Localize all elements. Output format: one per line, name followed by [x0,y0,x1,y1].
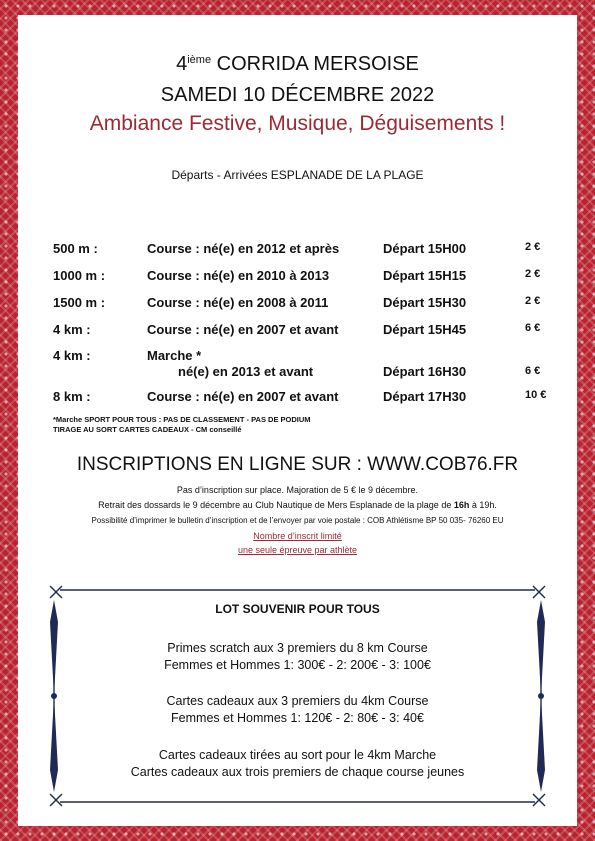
lot-line: Primes scratch aux 3 premiers du 8 km Course [167,641,428,655]
race-distance: 4 km : [53,322,91,337]
race-distance: 500 m : [53,241,98,256]
race-row [18,241,577,271]
inscription-info: Pas d’inscription sur place. Majoration de 5 € le 9 décembre. [176,485,419,495]
race-distance: 1000 m : [53,268,106,283]
race-price: 10 € [525,389,547,401]
event-title [18,52,577,76]
inscription-pickup [18,500,577,510]
note-line: *Marche SPORT POUR TOUS : PAS DE CLASSEMENT - PAS DE PODIUM [53,415,311,424]
inscription-one-event: une seule épreuve par athlète [237,545,358,555]
race-start: Départ 15H45 [383,322,467,337]
pickup-time: 16h [453,500,470,510]
lot-line: Femmes et Hommes 1: 300€ - 2: 200€ - 3: 100€ [164,658,431,672]
inscriptions-heading: INSCRIPTIONS EN LIGNE SUR : WWW.COB76.FR [76,454,519,475]
flyer-page [18,15,577,826]
pickup-text-end: à 19h. [469,500,497,510]
race-course: Course : né(e) en 2007 et avant [147,322,339,337]
inscription-postal: Possibilité d’imprimer le bulletin d’inscription et de l’envoyer par voie postale : COB Athlétisme BP 50 035- 76260 EU [91,516,504,525]
race-notes [53,415,311,435]
lot-line: Cartes cadeaux aux trois premiers de chaque course jeunes [130,765,465,779]
race-distance: 4 km : [53,348,91,363]
race-price: 6 € [525,322,541,334]
lot-line: Femmes et Hommes 1: 120€ - 2: 80€ - 3: 40€ [171,711,424,725]
race-start: Départ 15H15 [383,268,467,283]
pickup-text: Retrait des dossards le 9 décembre au Club Nautique de Mers Esplanade de la plage de [98,500,454,510]
inscription-limit: Nombre d’inscrit limité [253,531,342,541]
race-price: 2 € [525,241,541,253]
race-course: Course : né(e) en 2012 et après [147,241,340,256]
race-row [18,295,577,325]
race-price: 2 € [525,268,541,280]
race-start: Départ 15H30 [383,295,467,310]
race-start: Départ 15H00 [383,241,467,256]
lot-line: Cartes cadeaux tirées au sort pour le 4km Marche [158,748,437,762]
race-course: Marche * [147,348,202,363]
race-distance: 8 km : [53,389,91,404]
race-course-detail: né(e) en 2013 et avant [178,364,314,379]
lot-title: LOT SOUVENIR POUR TOUS [215,602,380,616]
event-name: CORRIDA MERSOISE [211,53,419,75]
race-start: Départ 17H30 [383,389,467,404]
race-price: 2 € [525,295,541,307]
departs-location: Départs - Arrivées ESPLANADE DE LA PLAGE [171,168,424,182]
race-course: Course : né(e) en 2007 et avant [147,389,339,404]
event-date: SAMEDI 10 DÉCEMBRE 2022 [160,84,435,106]
race-start: Départ 16H30 [383,364,467,379]
lot-line: Cartes cadeaux aux 3 premiers du 4km Course [166,694,429,708]
event-tagline: Ambiance Festive, Musique, Déguisements ! [89,112,506,135]
race-row [18,348,577,388]
race-course: Course : né(e) en 2008 à 2011 [147,295,329,310]
note-line: TIRAGE AU SORT CARTES CADEAUX - CM conseillé [53,425,242,434]
edition-suffix: ième [187,54,212,66]
race-row [18,268,577,298]
race-price: 6 € [525,365,541,377]
race-course: Course : né(e) en 2010 à 2013 [147,268,330,283]
race-distance: 1500 m : [53,295,106,310]
edition-number: 4 [176,53,188,75]
